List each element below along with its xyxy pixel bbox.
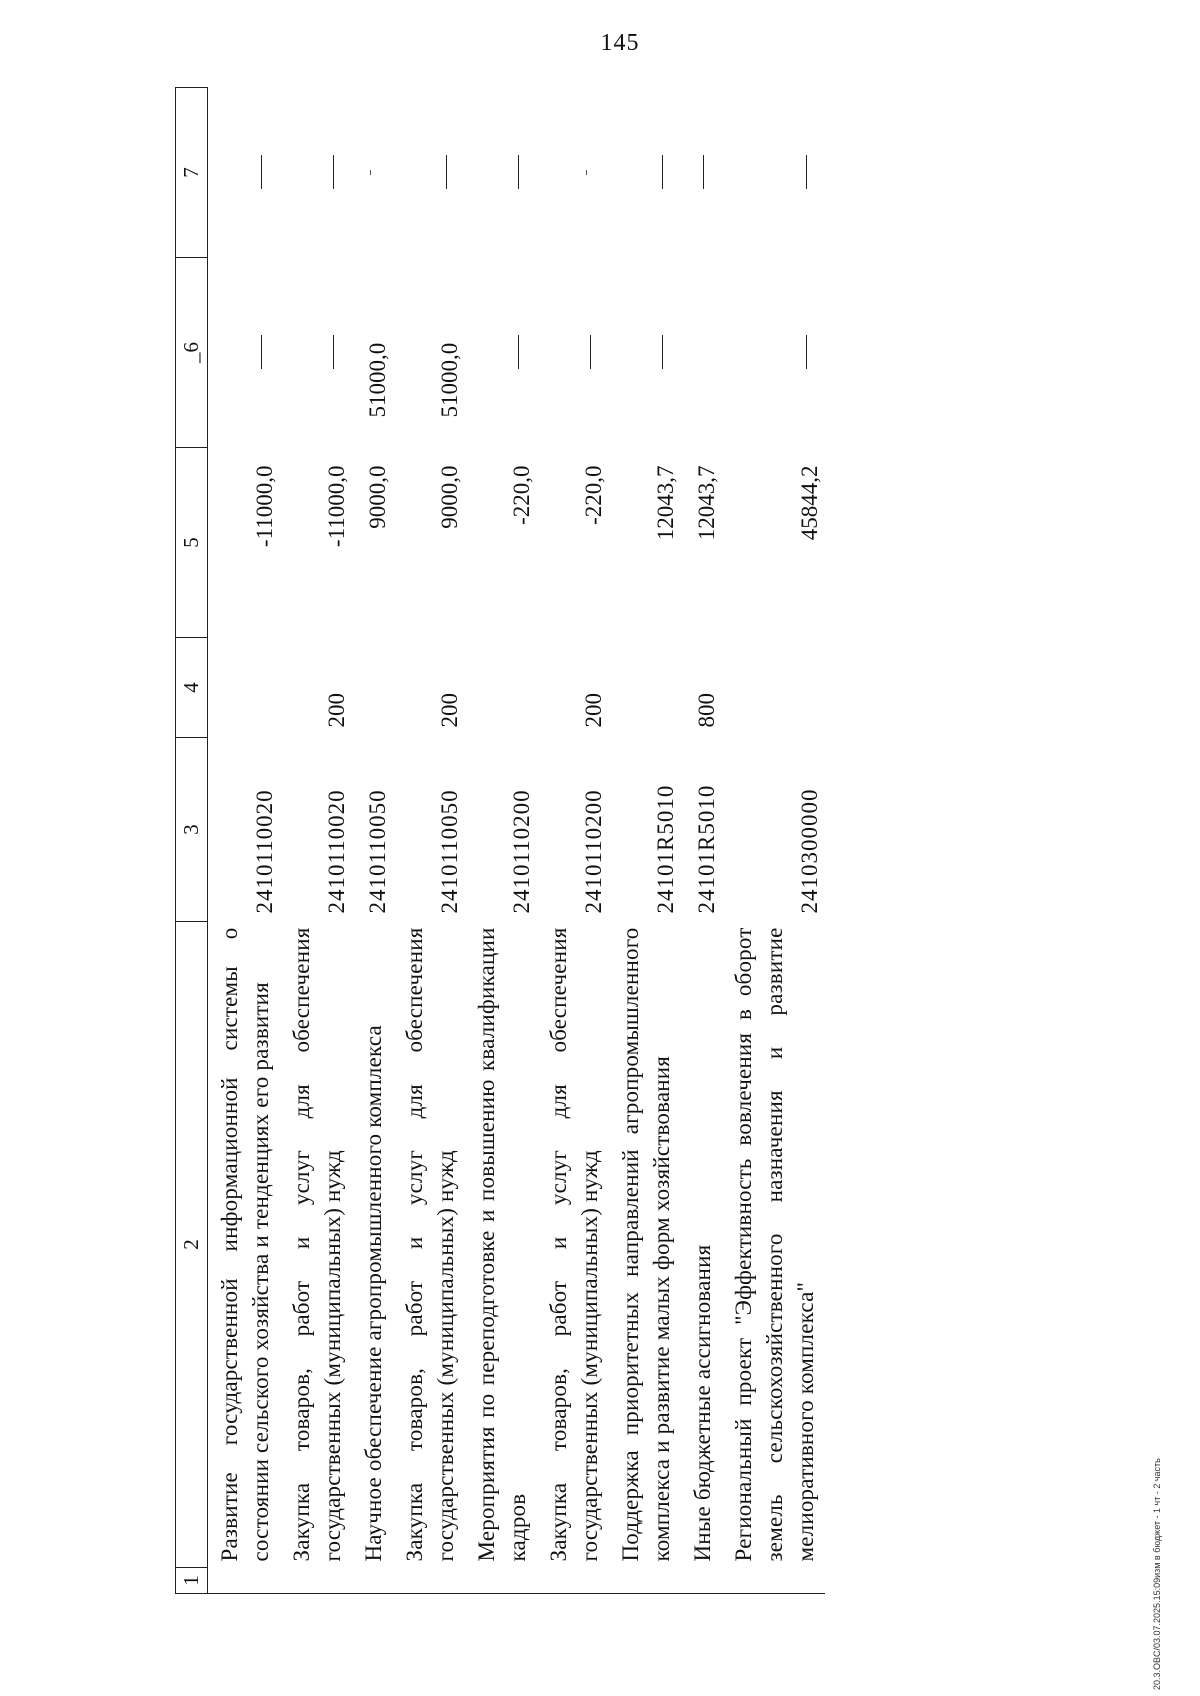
dash-mark <box>333 156 334 190</box>
table-row <box>609 88 681 1594</box>
row-description: Закупка товаров, работ и услуг для обеспечения государственных (муниципальных) нужд <box>546 927 602 1562</box>
row-amount-col-7 <box>681 88 722 258</box>
row-description: Поддержка приоритетных направлений агропромышленного комплекса и развитие малых форм хозяйствования <box>618 927 674 1562</box>
row-amount-col-5: -220,0 <box>581 465 606 525</box>
header-col-5: 5 <box>176 448 208 638</box>
row-expense-type <box>465 638 537 738</box>
row-col-1 <box>280 1568 352 1594</box>
table-header <box>176 88 208 1594</box>
row-col-1 <box>537 1568 609 1594</box>
row-target-code: 2410110050 <box>365 789 390 914</box>
table-row <box>722 88 825 1594</box>
row-amount-col-5: 9000,0 <box>365 465 390 529</box>
table-row <box>537 88 609 1594</box>
row-description: Закупка товаров, работ и услуг для обеспечения государственных (муниципальных) нужд <box>289 927 345 1562</box>
row-amount-col-6 <box>537 258 609 448</box>
page-number: 145 <box>600 30 640 56</box>
row-expense-type <box>208 638 281 738</box>
row-description: Развитие государственной информационной системы о состоянии сельского хозяйства и тенденциях его развития <box>217 927 273 1562</box>
row-target-code: 2410110020 <box>252 789 277 914</box>
row-amount-col-7 <box>537 88 609 258</box>
dash-mark <box>662 336 663 370</box>
row-target-code: 2410110200 <box>581 789 606 914</box>
dash-mark <box>662 156 663 190</box>
dash-mark <box>518 336 519 370</box>
row-col-1 <box>393 1568 465 1594</box>
row-amount-col-7 <box>465 88 537 258</box>
row-target-code: 2410110020 <box>324 789 349 914</box>
footer-stamp: 20.3.OBC/03.07.2025.15:09изм в бюджет - 1 чт - 2 часть <box>1152 1458 1162 1690</box>
row-amount-col-7 <box>208 88 281 258</box>
table-row <box>280 88 352 1594</box>
dash-mark <box>806 156 807 190</box>
table-row <box>208 88 281 1594</box>
header-col-7: 7 <box>176 88 208 258</box>
header-col-1: 1 <box>176 1568 208 1594</box>
row-amount-col-5: -11000,0 <box>252 465 277 548</box>
row-amount-col-5: 12043,7 <box>694 465 719 541</box>
row-col-1 <box>208 1568 281 1594</box>
row-col-1 <box>681 1568 722 1594</box>
dot-mark <box>370 170 371 175</box>
dash-mark <box>333 336 334 370</box>
row-amount-col-5: -11000,0 <box>324 465 349 548</box>
dash-mark <box>806 336 807 370</box>
row-expense-type: 800 <box>694 693 719 728</box>
table-row <box>465 88 537 1594</box>
row-description: Иные бюджетные ассигнования <box>690 1244 715 1562</box>
header-col-2: 2 <box>176 922 208 1568</box>
dash-mark <box>446 156 447 190</box>
table-body <box>208 88 826 1594</box>
row-expense-type: 200 <box>324 693 349 728</box>
table-row <box>681 88 722 1594</box>
row-amount-col-5: 12043,7 <box>653 465 678 541</box>
row-description: Региональный проект "Эффективность вовлечения в оборот земель сельскохозяйственного назначения и развитие мелиоративного комплекса" <box>731 927 818 1562</box>
row-expense-type: 200 <box>581 693 606 728</box>
row-amount-col-6 <box>609 258 681 448</box>
row-amount-col-7 <box>393 88 465 258</box>
budget-table <box>175 87 825 1594</box>
row-amount-col-5: 9000,0 <box>437 465 462 529</box>
dash-mark <box>703 156 704 190</box>
dash-mark <box>590 336 591 370</box>
row-amount-col-6 <box>681 258 722 448</box>
row-description: Закупка товаров, работ и услуг для обеспечения государственных (муниципальных) нужд <box>402 927 458 1562</box>
row-amount-col-6 <box>208 258 281 448</box>
header-col-3: 3 <box>176 738 208 922</box>
header-col-4: 4 <box>176 638 208 738</box>
row-amount-col-6: 51000,0 <box>437 342 462 418</box>
row-description: Мероприятия по переподготовке и повышению квалификации кадров <box>474 927 530 1562</box>
row-description: Научное обеспечение агропромышленного комплекса <box>361 1025 386 1562</box>
row-amount-col-5: -220,0 <box>509 465 534 525</box>
budget-table-rotated <box>175 88 1110 1594</box>
row-expense-type <box>352 638 393 738</box>
table-row <box>393 88 465 1594</box>
row-amount-col-7 <box>722 88 825 258</box>
row-amount-col-6 <box>280 258 352 448</box>
dash-mark <box>261 156 262 190</box>
row-target-code: 24101R5010 <box>694 784 719 914</box>
table-row <box>352 88 393 1594</box>
header-col-6: _6 <box>176 258 208 448</box>
row-target-code: 24101R5010 <box>653 784 678 914</box>
row-amount-col-7 <box>280 88 352 258</box>
row-col-1 <box>465 1568 537 1594</box>
dash-mark <box>518 156 519 190</box>
row-target-code: 2410300000 <box>797 788 822 914</box>
row-target-code: 2410110050 <box>437 789 462 914</box>
row-expense-type <box>609 638 681 738</box>
dot-mark <box>586 170 587 175</box>
row-target-code: 2410110200 <box>509 789 534 914</box>
row-amount-col-6: 51000,0 <box>365 342 390 418</box>
row-expense-type <box>722 638 825 738</box>
row-amount-col-7 <box>609 88 681 258</box>
row-col-1 <box>352 1568 393 1594</box>
row-amount-col-6 <box>722 258 825 448</box>
row-amount-col-6 <box>465 258 537 448</box>
row-amount-col-5: 45844,2 <box>797 465 822 541</box>
row-col-1 <box>609 1568 681 1594</box>
row-expense-type: 200 <box>437 693 462 728</box>
row-amount-col-7 <box>352 88 393 258</box>
row-col-1 <box>722 1568 825 1594</box>
dash-mark <box>261 336 262 370</box>
